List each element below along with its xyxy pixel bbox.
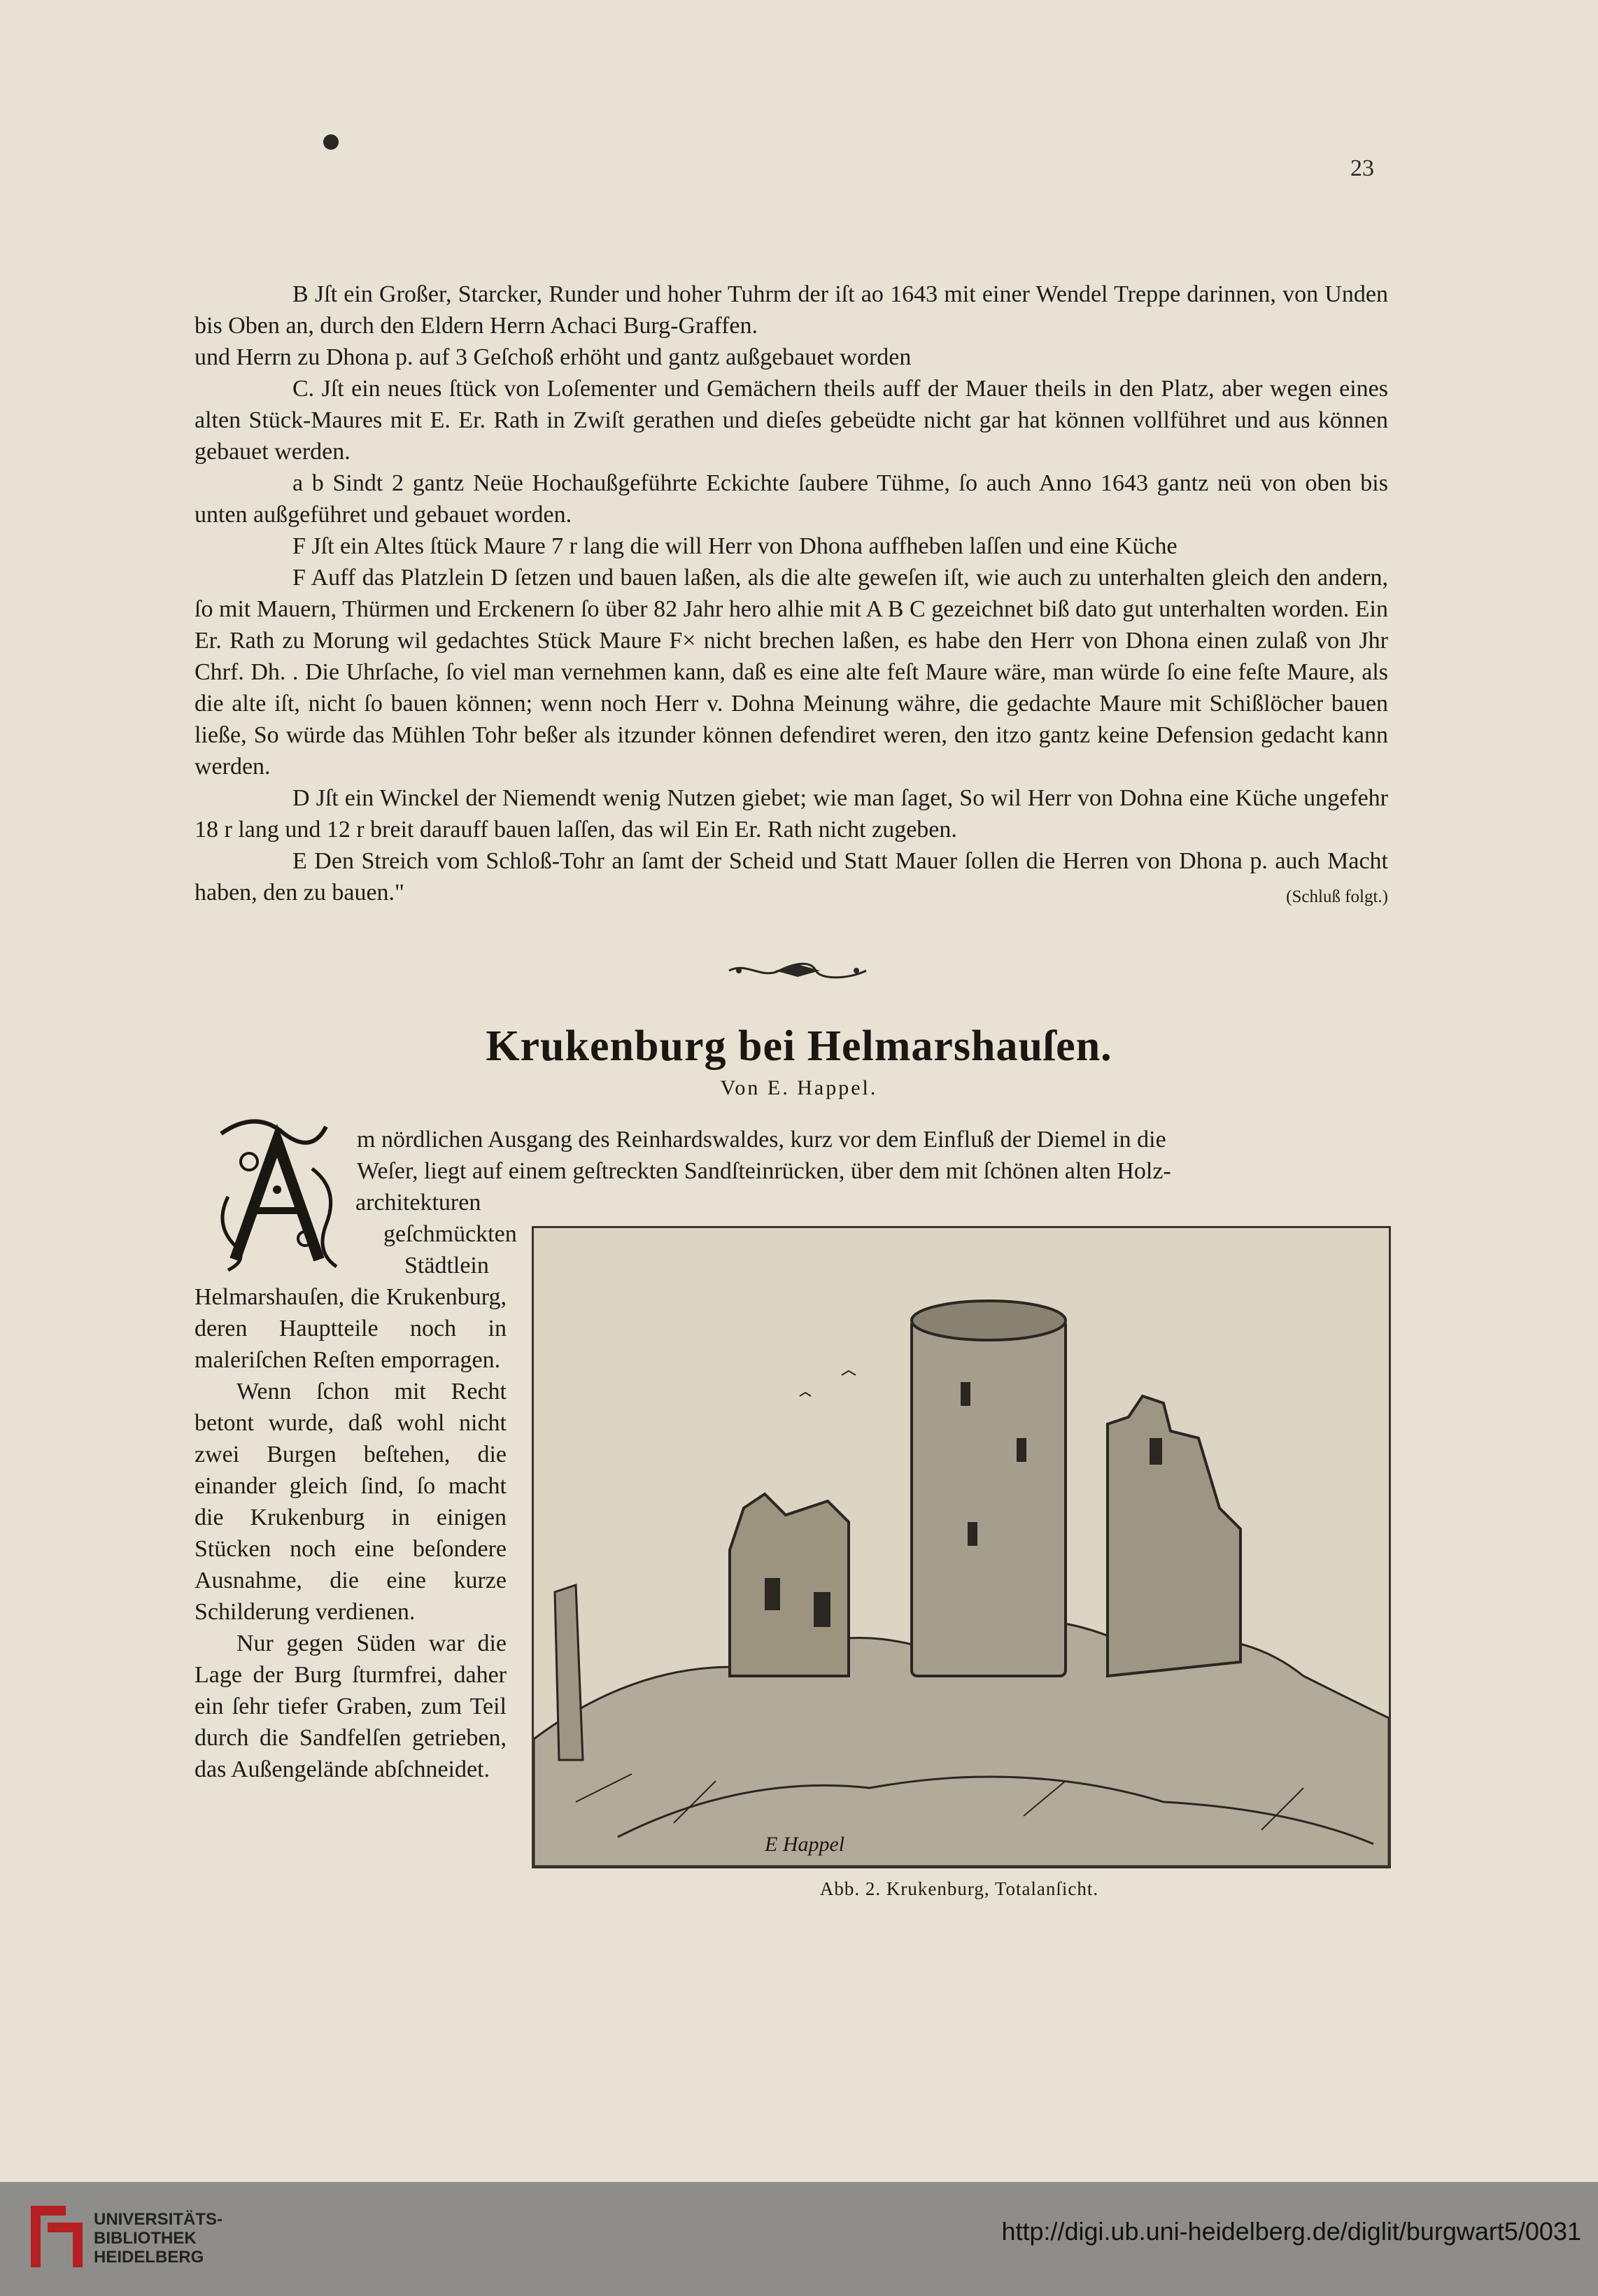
section-ornament <box>726 960 869 981</box>
left-line-architekturen: architekturen <box>355 1190 481 1216</box>
library-name-line-2: BIBLIOTHEK <box>94 2229 197 2248</box>
continued-note: (Schluß folgt.) <box>1286 887 1388 906</box>
left-paragraph-1: Helmarshauſen, die Krukenburg, deren Hauptteile noch in maleriſchen Reſten emporragen. <box>195 1284 507 1373</box>
article-author: Von E. Happel. <box>720 1076 878 1099</box>
artist-signature: E Happel <box>765 1833 845 1856</box>
left-paragraph-3: Nur gegen Süden war die Lage der Burg ſturmfrei, daher ein ſehr tiefer Graben, zum Teil durch die Sandfelſen getrieben, das Außengelände abſchneidet. <box>195 1631 507 1782</box>
paragraph-f1: F Jſt ein Altes ſtück Maure 7 r lang die will Herr von Dhona auffheben laſſen und eine Küche <box>292 533 1178 559</box>
intro-line-2: Weſer, liegt auf einem geſtreckten Sandſteinrücken, über dem mit ſchönen alten Holz- <box>357 1158 1171 1184</box>
library-name-line-1: UNIVERSITÄTS- <box>94 2210 223 2229</box>
intro-line-1: m nördlichen Ausgang des Reinhardswaldes, kurz vor dem Einfluß der Diemel in die <box>357 1127 1166 1153</box>
paragraph-f2: F Auff das Platzlein D ſetzen und bauen laßen, als die alte geweſen iſt, wie auch zu unterhalten gleich den andern, ſo mit Mauern, Thürmen und Erckenern ſo über 82 Jahr hero alhie mit A B C gezeichnet biß dato gut unterhalten worden. Ein Er. Rath zu Morung wil gedachtes Stück Maure F× nicht brechen laßen, es habe den Herr von Dhona einen zulaß von Jhr Chrf. Dh. . Die Uhrſache, ſo viel man vernehmen kann, daß es eine alte feſt Maure wäre, man würde ſo eine feſte Maure, als die alte iſt, nicht ſo bauen können; wenn noch Herr v. Dohna Meinung währe, die gedachte Maure mit Schißlöcher bauen ließe, So würde das Mühlen Tohr beßer als itzunder können defendiret weren, den itzo gantz keine Defension gedacht kann werden. <box>195 565 1388 780</box>
paragraph-c: C. Jſt ein neues ſtück von Loſementer und Gemächern theils auff der Mauer theils in den Platz, aber wegen eines alten Stück-Maures mit E. Er. Rath in Zwiſt gerathen und dieſes gebeüdte nicht gar hat können vollführet und aus können gebauet werden. <box>195 376 1388 465</box>
figure-caption: Abb. 2. Krukenburg, Totalanſicht. <box>819 1878 1099 1899</box>
intro-text <box>357 1124 1388 1187</box>
ink-dot <box>323 134 339 150</box>
page-number: 23 <box>1350 155 1374 181</box>
paragraph-d: D Jſt ein Winckel der Niemendt wenig Nutzen giebet; wie man ſaget, So wil Herr von Dohna eine Küche ungefehr 18 r lang und 12 r breit darauff bauen laſſen, das wil Ein Er. Rath nicht zugeben. <box>195 785 1388 843</box>
left-line-staedtlein: Städtlein <box>404 1253 489 1279</box>
paragraph-e <box>195 845 1388 908</box>
article-title: Krukenburg bei Helmarshauſen. <box>486 1022 1112 1070</box>
library-name-line-3: HEIDELBERG <box>94 2248 204 2267</box>
paragraph-b-continued: und Herrn zu Dhona p. auf 3 Geſchoß erhöht und gantz außgebauet worden <box>195 344 912 370</box>
library-name <box>94 2210 222 2267</box>
left-paragraph-2: Wenn ſchon mit Recht betont wurde, daß wohl nicht zwei Burgen beſtehen, die einander gleich ſind, ſo macht die Krukenburg in einigen Stücken noch eine beſondere Ausnahme, die eine kurze Schilderung verdienen. <box>195 1379 507 1625</box>
library-logo-icon <box>24 2199 87 2274</box>
paragraph-ab: a b Sindt 2 gantz Neüe Hochaußgeführte Eckichte ſaubere Tühme, ſo auch Anno 1643 gantz neü von oben bis unten außgeführet und gebauet worden. <box>195 470 1388 528</box>
source-url-link[interactable]: http://digi.ub.uni-heidelberg.de/diglit/burgwart5/0031 <box>1001 2217 1581 2246</box>
left-text-column <box>195 1187 517 1785</box>
upper-text-block <box>195 279 1388 913</box>
paragraph-e-text: E Den Streich vom Schloß-Tohr an ſamt der Scheid und Statt Mauer ſollen die Herren von Dhona p. auch Macht haben, den zu bauen." <box>195 848 1388 906</box>
castle-illustration <box>532 1226 1391 1868</box>
left-line-geschmueckten: geſchmückten <box>383 1221 517 1247</box>
paragraph-b: B Jſt ein Großer, Starcker, Runder und hoher Tuhrm der iſt ao 1643 mit einer Wendel Treppe darinnen, von Unden bis Oben an, durch den Eldern Herrn Achaci Burg-Graffen. <box>195 281 1388 339</box>
library-footer <box>0 2182 1598 2296</box>
